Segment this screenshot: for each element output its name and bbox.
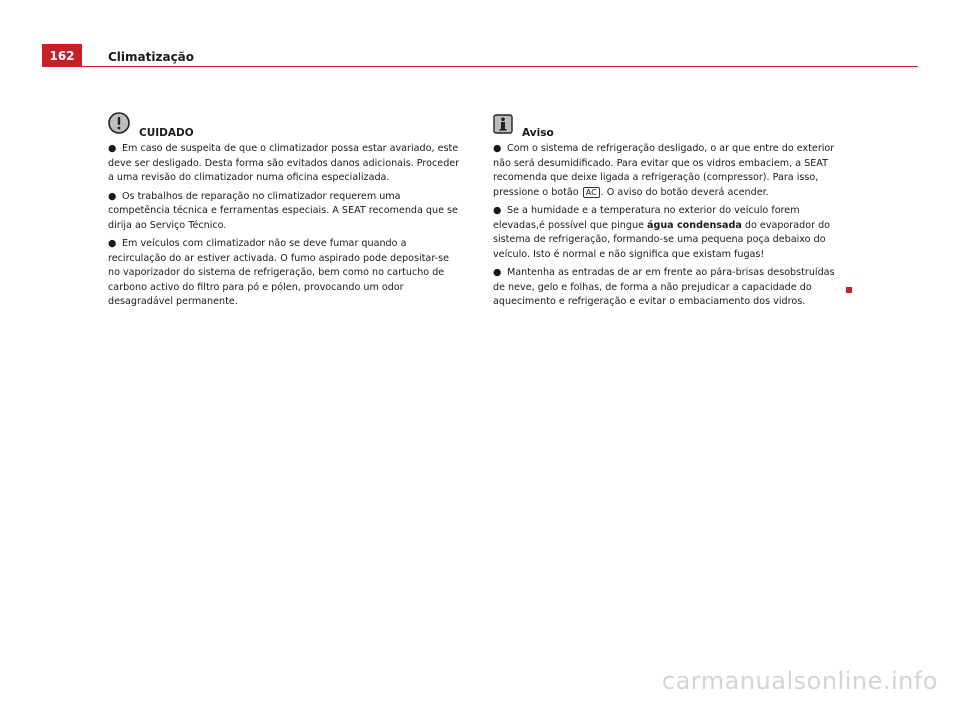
header-divider (82, 66, 918, 67)
note-title: Aviso (522, 126, 554, 139)
note-item: ● Mantenha as entradas de ar em frente ao pára-brisas desobstruídas de neve, gelo e folhas, de forma a não prejudicar a capacidade do aquecimento e refrigeração e evitar o embaciamento dos vidros. (493, 267, 835, 307)
section-end-marker (846, 287, 852, 293)
info-icon (493, 114, 513, 140)
ac-button-key: AC (583, 187, 600, 198)
bold-term: água condensada (647, 219, 742, 231)
caution-header (108, 118, 460, 139)
exclamation-circle-icon (108, 112, 130, 140)
caution-box (108, 118, 460, 314)
caution-item: ● Em caso de suspeita de que o climatizador possa estar avariado, este deve ser desligado. Desta forma são evitados danos adicionais. Proceder a uma revisão do climatizador numa oficina especializada. (108, 143, 460, 183)
note-item: ● Com o sistema de refrigeração desligado, o ar que entre do exterior não será desumidificado. Para evitar que os vidros embaciem, a SEAT recomenda que deixe ligada a refrigeração (compressor). Para isso, pressione o botão AC . O aviso do botão deverá acender. (493, 143, 835, 198)
note-box (493, 118, 848, 314)
caution-title: CUIDADO (139, 126, 194, 139)
page-number: 162 (42, 44, 82, 67)
chapter-title: Climatização (108, 50, 195, 64)
caution-item: ● Em veículos com climatizador não se deve fumar quando a recirculação do ar estiver activada. O fumo aspirado pode depositar-se no vaporizador do sistema de refrigeração, bem como no cartucho de carbono activo do filtro para pó e pólen, provocando um odor desagradável permanente. (108, 238, 450, 307)
caution-item: ● Os trabalhos de reparação no climatizador requerem uma competência técnica e ferramentas especiais. A SEAT recomenda que se dirija ao Serviço Técnico. (108, 190, 458, 231)
watermark: carmanualsonline.info (661, 667, 938, 695)
note-header (493, 118, 848, 139)
note-item: ● Se a humidade e a temperatura no exterior do veículo forem elevadas,é possível que pingue água condensada do evaporador do sistema de refrigeração, formando-se uma pequena poça debaixo do veículo. Isto é normal e não significa que existam fugas! (493, 205, 831, 260)
